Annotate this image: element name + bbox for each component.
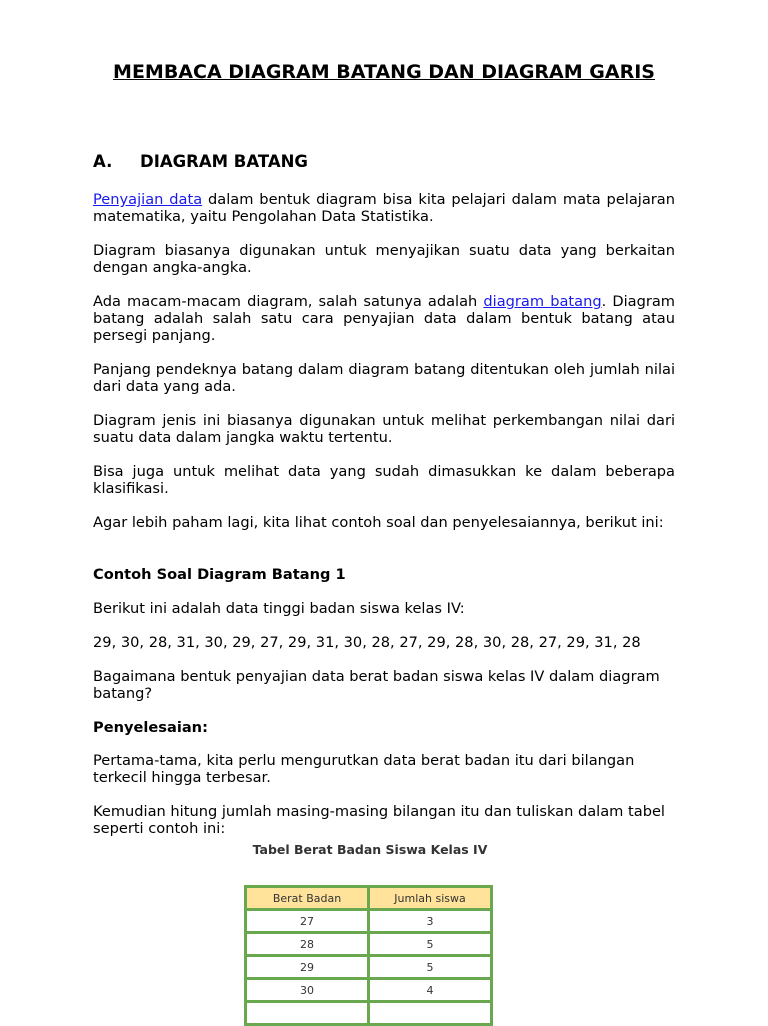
table-cell: 5 <box>369 933 492 956</box>
paragraph-8: Berikut ini adalah data tinggi badan siswa kelas IV: <box>93 600 465 617</box>
table-header-weight: Berat Badan <box>246 887 369 910</box>
paragraph-1-text: dalam bentuk diagram bisa kita pelajari dalam mata pelajaran matematika, yaitu Pengolahan Data Statistika. <box>93 191 675 225</box>
table-cell: 30 <box>246 979 369 1002</box>
table-cell: 29 <box>246 956 369 979</box>
paragraph-7: Agar lebih paham lagi, kita lihat contoh soal dan penyelesaiannya, berikut ini: <box>93 514 664 531</box>
data-line: 29, 30, 28, 31, 30, 29, 27, 29, 31, 30, 28, 27, 29, 28, 30, 28, 27, 29, 31, 28 <box>93 634 641 651</box>
table-cell: 5 <box>369 956 492 979</box>
table-header-count: Jumlah siswa <box>369 887 492 910</box>
table-header-row <box>246 887 492 910</box>
table-cell <box>246 1002 369 1025</box>
section-label: DIAGRAM BATANG <box>140 152 308 171</box>
weight-table <box>244 885 493 1026</box>
paragraph-10: Pertama-tama, kita perlu mengurutkan data berat badan itu dari bilangan terkecil hingga terbesar. <box>93 752 635 786</box>
table-cell: 28 <box>246 933 369 956</box>
paragraph-1 <box>93 191 675 225</box>
paragraph-2: Diagram biasanya digunakan untuk menyajikan suatu data yang berkaitan dengan angka-angka. <box>93 242 675 276</box>
table-cell <box>369 1002 492 1025</box>
paragraph-5: Diagram jenis ini biasanya digunakan untuk melihat perkembangan nilai dari suatu data dalam jangka waktu tertentu. <box>93 412 675 446</box>
table-row <box>246 956 492 979</box>
table-row <box>246 910 492 933</box>
section-number: A. <box>93 152 113 171</box>
paragraph-9: Bagaimana bentuk penyajian data berat badan siswa kelas IV dalam diagram batang? <box>93 668 660 702</box>
table-cell: 3 <box>369 910 492 933</box>
table-caption: Tabel Berat Badan Siswa Kelas IV <box>252 842 488 857</box>
paragraph-4: Panjang pendeknya batang dalam diagram batang ditentukan oleh jumlah nilai dari data yang ada. <box>93 361 675 395</box>
document-title: MEMBACA DIAGRAM BATANG DAN DIAGRAM GARIS <box>113 61 655 83</box>
table-row <box>246 1002 492 1025</box>
table-row <box>246 979 492 1002</box>
table-row <box>246 933 492 956</box>
section-heading <box>93 152 308 172</box>
paragraph-11: Kemudian hitung jumlah masing-masing bilangan itu dan tuliskan dalam tabel seperti contoh ini: <box>93 803 665 837</box>
table-cell: 4 <box>369 979 492 1002</box>
paragraph-3-before: Ada macam-macam diagram, salah satunya adalah <box>93 293 484 310</box>
link-diagram-batang[interactable]: diagram batang <box>483 293 602 310</box>
link-penyajian-data[interactable]: Penyajian data <box>93 191 203 208</box>
example-heading: Contoh Soal Diagram Batang 1 <box>93 566 346 583</box>
paragraph-3 <box>93 293 675 344</box>
table-cell: 27 <box>246 910 369 933</box>
paragraph-3-after: . Diagram batang adalah salah satu cara penyajian data dalam bentuk batang atau persegi panjang. <box>93 293 675 344</box>
paragraph-6: Bisa juga untuk melihat data yang sudah dimasukkan ke dalam beberapa klasifikasi. <box>93 463 675 497</box>
solution-heading: Penyelesaian: <box>93 719 208 736</box>
